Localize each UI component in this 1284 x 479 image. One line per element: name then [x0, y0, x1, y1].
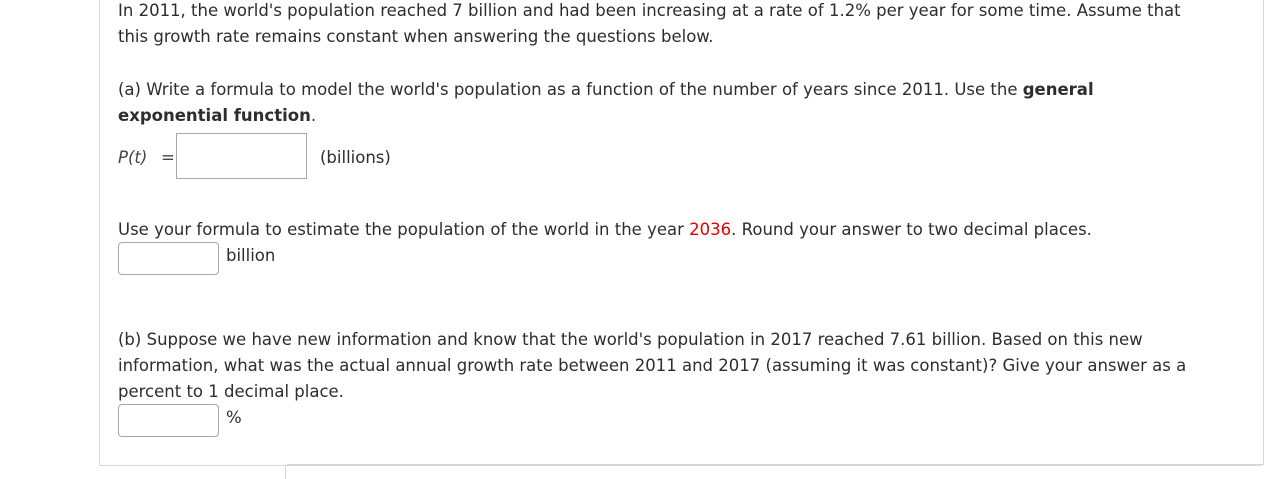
population-estimate-input[interactable]: [118, 242, 219, 275]
part-a-prompt-line-2: [118, 103, 316, 129]
part-a-period: .: [310, 106, 317, 125]
formula-units: (billions): [320, 148, 391, 167]
intro-line-2: this growth rate remains constant when answering the questions below.: [118, 27, 714, 46]
part-a-prompt-line-1: [118, 77, 1094, 103]
equals-sign: =: [161, 148, 175, 167]
growth-rate-input[interactable]: [118, 404, 219, 437]
estimate-prompt-prefix: Use your formula to estimate the population of the world in the year: [118, 220, 690, 239]
part-b-prompt-line-1: (b) Suppose we have new information and know that the world's population in 2017 reached 7.61 billion. Based on this new: [118, 330, 1143, 349]
next-panel-edge: [285, 464, 1264, 479]
function-name: P(t): [118, 148, 148, 167]
percent-units: %: [226, 408, 242, 427]
part-a-bold-general: general: [1022, 80, 1094, 99]
estimate-prompt-suffix: . Round your answer to two decimal places.: [731, 220, 1092, 239]
part-a-bold-exponential: exponential function: [118, 106, 311, 125]
intro-line-1: In 2011, the world's population reached 7 billion and had been increasing at a rate of 1.2% per year for some time. Assume that: [118, 1, 1181, 20]
part-a-prompt-text: (a) Write a formula to model the world's population as a function of the number of years since 2011. Use the: [118, 80, 1023, 99]
population-units: billion: [226, 246, 276, 265]
formula-input[interactable]: [176, 133, 307, 179]
function-label: [118, 145, 147, 171]
part-b-prompt-line-2: information, what was the actual annual growth rate between 2011 and 2017 (assuming it was constant)? Give your answer as a: [118, 356, 1187, 375]
estimate-prompt: [118, 217, 1092, 243]
estimate-year: 2036: [689, 220, 732, 239]
part-b-prompt-line-3: percent to 1 decimal place.: [118, 382, 344, 401]
